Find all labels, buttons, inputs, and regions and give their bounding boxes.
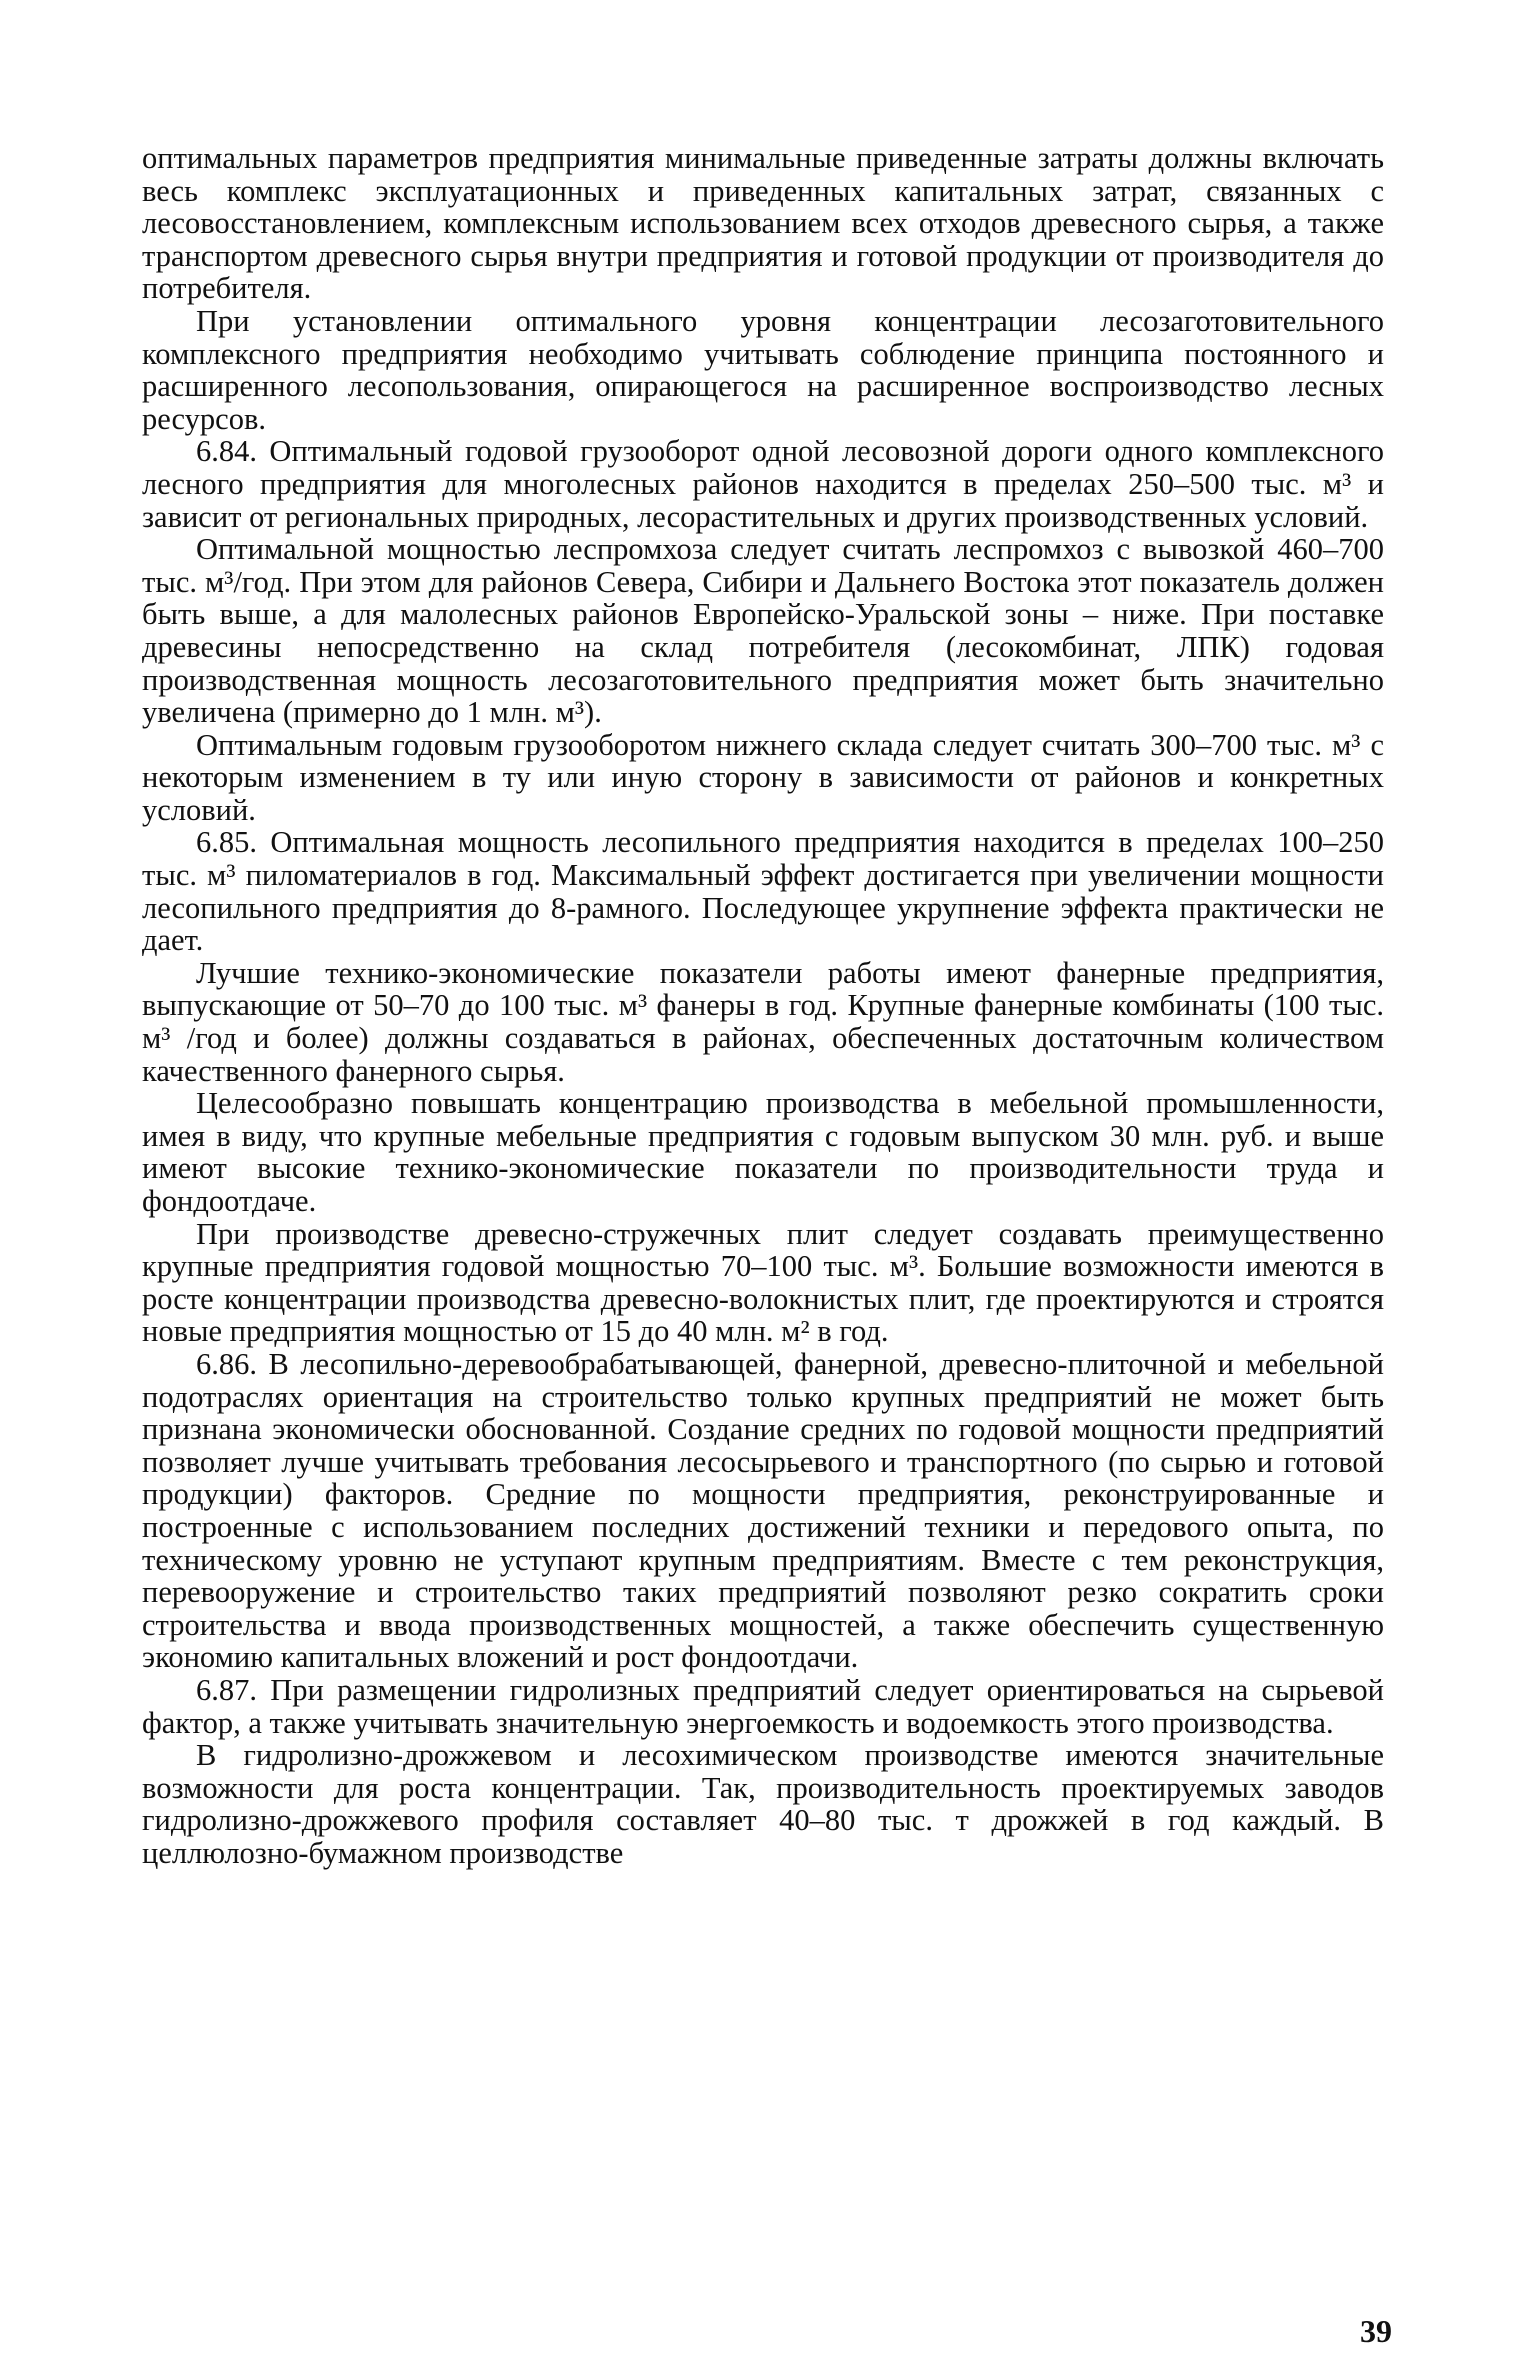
paragraph: Оптимальным годовым грузооборотом нижнего склада следует считать 300–700 тыс. м³ с некоторым изменением в ту или иную сторону в зависимости от районов и конкретных условий. [142,727,1384,827]
paragraph: В гидролизно-дрожжевом и лесохимическом производстве имеются значительные возможности для роста концентрации. Так, производительность проектируемых заводов гидролизно-дрожжевого профиля составляет 40–80 тыс. т дрожжей в год каждый. В целлюлозно-бумажном производстве [142,1738,1384,1870]
paragraph: Целесообразно повышать концентрацию производства в мебельной промышленности, имея в виду, что крупные мебельные предприятия с годовым выпуском 30 млн. руб. и выше имеют высокие технико-экономические показатели по производительности труда и фондоотдаче. [142,1086,1384,1218]
paragraph: 6.84. Оптимальный годовой грузооборот одной лесовозной дороги одного комплексного лесного предприятия для многолесных районов находится в пределах 250–500 тыс. м³ и зависит от региональных природных, лесорастительных и других производственных условий. [142,434,1384,534]
paragraph: 6.85. Оптимальная мощность лесопильного предприятия находится в пределах 100–250 тыс. м³ пиломатериалов в год. Максимальный эффект достигается при увеличении мощности лесопильного предприятия до 8-рамного. Последующее укрупнение эффекта практически не дает. [142,825,1384,958]
page-number: 39 [1360,2313,1392,2349]
paragraph: 6.86. В лесопильно-деревообрабатывающей, фанерной, древесно-плиточной и мебельной подотраслях ориентация на строительство только крупных предприятий не может быть признана экономически обоснованной. Создание средних по годовой мощности предприятий позволяет лучше учитывать требования лесосырьевого и транспортного (по сырью и готовой продукции) факторов. Средние по мощности предприятия, реконструированные и построенные с использованием последних достижений техники и передового опыта, по техническому уровню не уступают крупным предприятиям. Вместе с тем реконструкция, перевооружение и строительство таких предприятий позволяют резко сократить сроки строительства и ввода производственных мощностей, а также обеспечить существенную экономию капитальных вложений и рост фондоотдачи. [142,1346,1384,1675]
paragraph: Оптимальной мощностью леспромхоза следует считать леспромхоз с вывозкой 460–700 тыс. м³/год. При этом для районов Севера, Сибири и Дальнего Востока этот показатель должен быть выше, а для малолесных районов Европейско-Уральской зоны – ниже. При поставке древесины непосредственно на склад потребителя (лесокомбинат, ЛПК) годовая производственная мощность лесозаготовительного предприятия может быть значительно увеличена (примерно до 1 млн. м³). [142,532,1384,730]
body-text [142,142,1384,1869]
paragraph: При производстве древесно-стружечных плит следует создавать преимущественно крупные предприятия годовой мощностью 70–100 тыс. м³. Большие возможности имеются в росте концентрации производства древесно-волокнистых плит, где проектируются и строятся новые предприятия мощностью от 15 до 40 млн. м² в год. [142,1216,1384,1349]
paragraph: 6.87. При размещении гидролизных предприятий следует ориентироваться на сырьевой фактор, а также учитывать значительную энергоемкость и водоемкость этого производства. [142,1672,1384,1740]
paragraph: Лучшие технико-экономические показатели работы имеют фанерные предприятия, выпускающие от 50–70 до 100 тыс. м³ фанеры в год. Крупные фанерные комбинаты (100 тыс. м³ /год и более) должны создаваться в районах, обеспеченных достаточным количеством качественного фанерного сырья. [142,955,1384,1088]
paragraph: оптимальных параметров предприятия минимальные приведенные затраты должны включать весь комплекс эксплуатационных и приведенных капитальных затрат, связанных с лесовосстановлением, комплексным использованием всех отходов древесного сырья, а также транспортом древесного сырья внутри предприятия и готовой продукции от производителя до потребителя. [142,141,1384,306]
paragraph: При установлении оптимального уровня концентрации лесозаготовительного комплексного предприятия необходимо учитывать соблюдение принципа постоянного и расширенного лесопользования, опирающегося на расширенное воспроизводство лесных ресурсов. [142,303,1384,436]
